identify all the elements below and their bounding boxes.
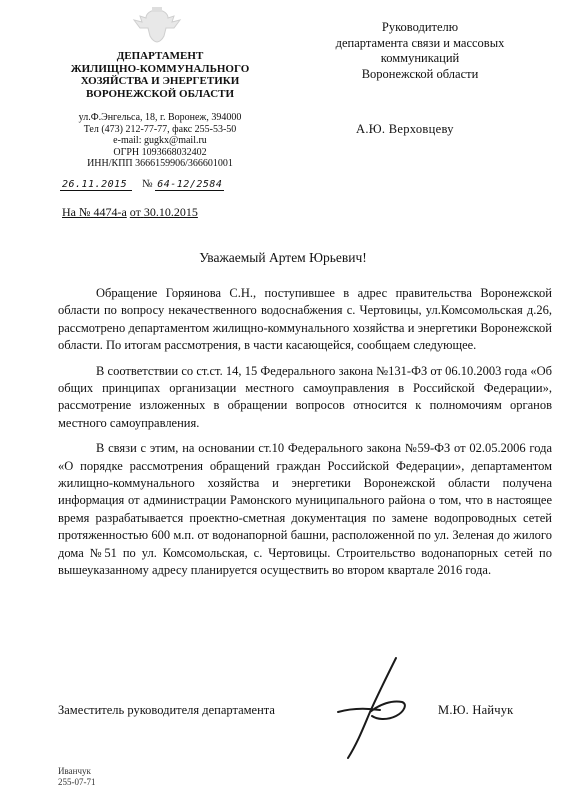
greeting: Уважаемый Артем Юрьевич! <box>199 250 367 265</box>
inn-line: ИНН/КПП 3666159906/366601001 <box>87 158 233 169</box>
signatory-name: М.Ю. Найчук <box>438 703 514 717</box>
letter-body <box>58 285 552 580</box>
executor-phone: 255-07-71 <box>58 777 96 787</box>
signatory-title: Заместитель руководителя департамента <box>58 703 275 717</box>
department-name <box>40 50 280 100</box>
recipient-line: Руководителю <box>381 20 459 34</box>
recipient-line: коммуникаций <box>380 51 460 65</box>
dept-line: ХОЗЯЙСТВА И ЭНЕРГЕТИКИ <box>80 75 240 87</box>
email-line: e-mail: gugkx@mail.ru <box>113 135 207 146</box>
ref-from: от <box>129 205 141 219</box>
address-line: ул.Ф.Энгельса, 18, г. Воронеж, 394000 <box>78 112 242 123</box>
dept-line: ДЕПАРТАМЕНТ <box>116 50 204 62</box>
reference-line <box>62 205 198 220</box>
outgoing-date: 26.11.2015 <box>62 179 128 190</box>
outgoing-number: 64-12/2584 <box>157 179 223 190</box>
body-paragraph: В соответствии со ст.ст. 14, 15 Федерального закона №131-ФЗ от 06.10.2003 года «Об общих принципах организации местного самоуправления в Российской Федерации», рассмотрение изложенных в обращении вопросов относится к полномочиям органов местного самоуправления. <box>58 363 552 430</box>
phone-line: Тел (473) 212-77-77, факс 255-53-50 <box>83 123 237 135</box>
ref-date: 30.10.2015 <box>143 205 198 219</box>
dept-line: ВОРОНЕЖСКОЙ ОБЛАСТИ <box>85 87 235 100</box>
recipient-block <box>310 20 530 82</box>
addressee-name: А.Ю. Верховцеву <box>356 122 454 136</box>
executor-info <box>58 766 96 788</box>
body-paragraph: Обращение Горяинова С.Н., поступившее в адрес правительства Воронежской области по вопросу некачественного водоснабжения с. Чертовицы, ул.Комсомольская д.26, рассмотрено департаментом жилищно-коммунального хозяйства и энергетики Воронежской области. По итогам рассмотрения, в части касающейся, сообщаем следующее. <box>58 286 552 353</box>
executor-name: Иванчук <box>58 766 91 776</box>
department-contacts <box>40 112 280 170</box>
outgoing-date-number <box>60 178 274 190</box>
ref-prefix: На № <box>62 205 91 219</box>
dept-line: ЖИЛИЩНО-КОММУНАЛЬНОГО <box>70 62 250 75</box>
ref-number: 4474-а <box>93 205 127 219</box>
coat-of-arms-icon <box>120 6 194 46</box>
body-paragraph: В связи с этим, на основании ст.10 Федерального закона №59-ФЗ от 02.05.2006 года «О порядке рассмотрения обращений граждан Российской Федерации», департаментом жилищно-коммунального хозяйства и энергетики Воронежской области получена информация от администрации Рамонского муниципального района о том, что в настоящее время разрабатывается проектно-сметная документация по замене водопроводных сетей протяженностью 600 м.п. от водонапорной башни, расположенной по ул. Зеленая до жилого дома №51 по ул. Комсомольская, с. Чертовицы. Строительство водонапорных сетей по вышеуказанному адресу планируется осуществить во втором квартале 2016 года. <box>58 441 552 578</box>
ogrn-line: ОГРН 1093668032402 <box>113 146 207 158</box>
number-sign: № <box>141 178 153 190</box>
recipient-line: Воронежской области <box>361 66 479 81</box>
recipient-line: департамента связи и массовых <box>335 35 505 50</box>
handwritten-signature-icon <box>318 654 422 766</box>
